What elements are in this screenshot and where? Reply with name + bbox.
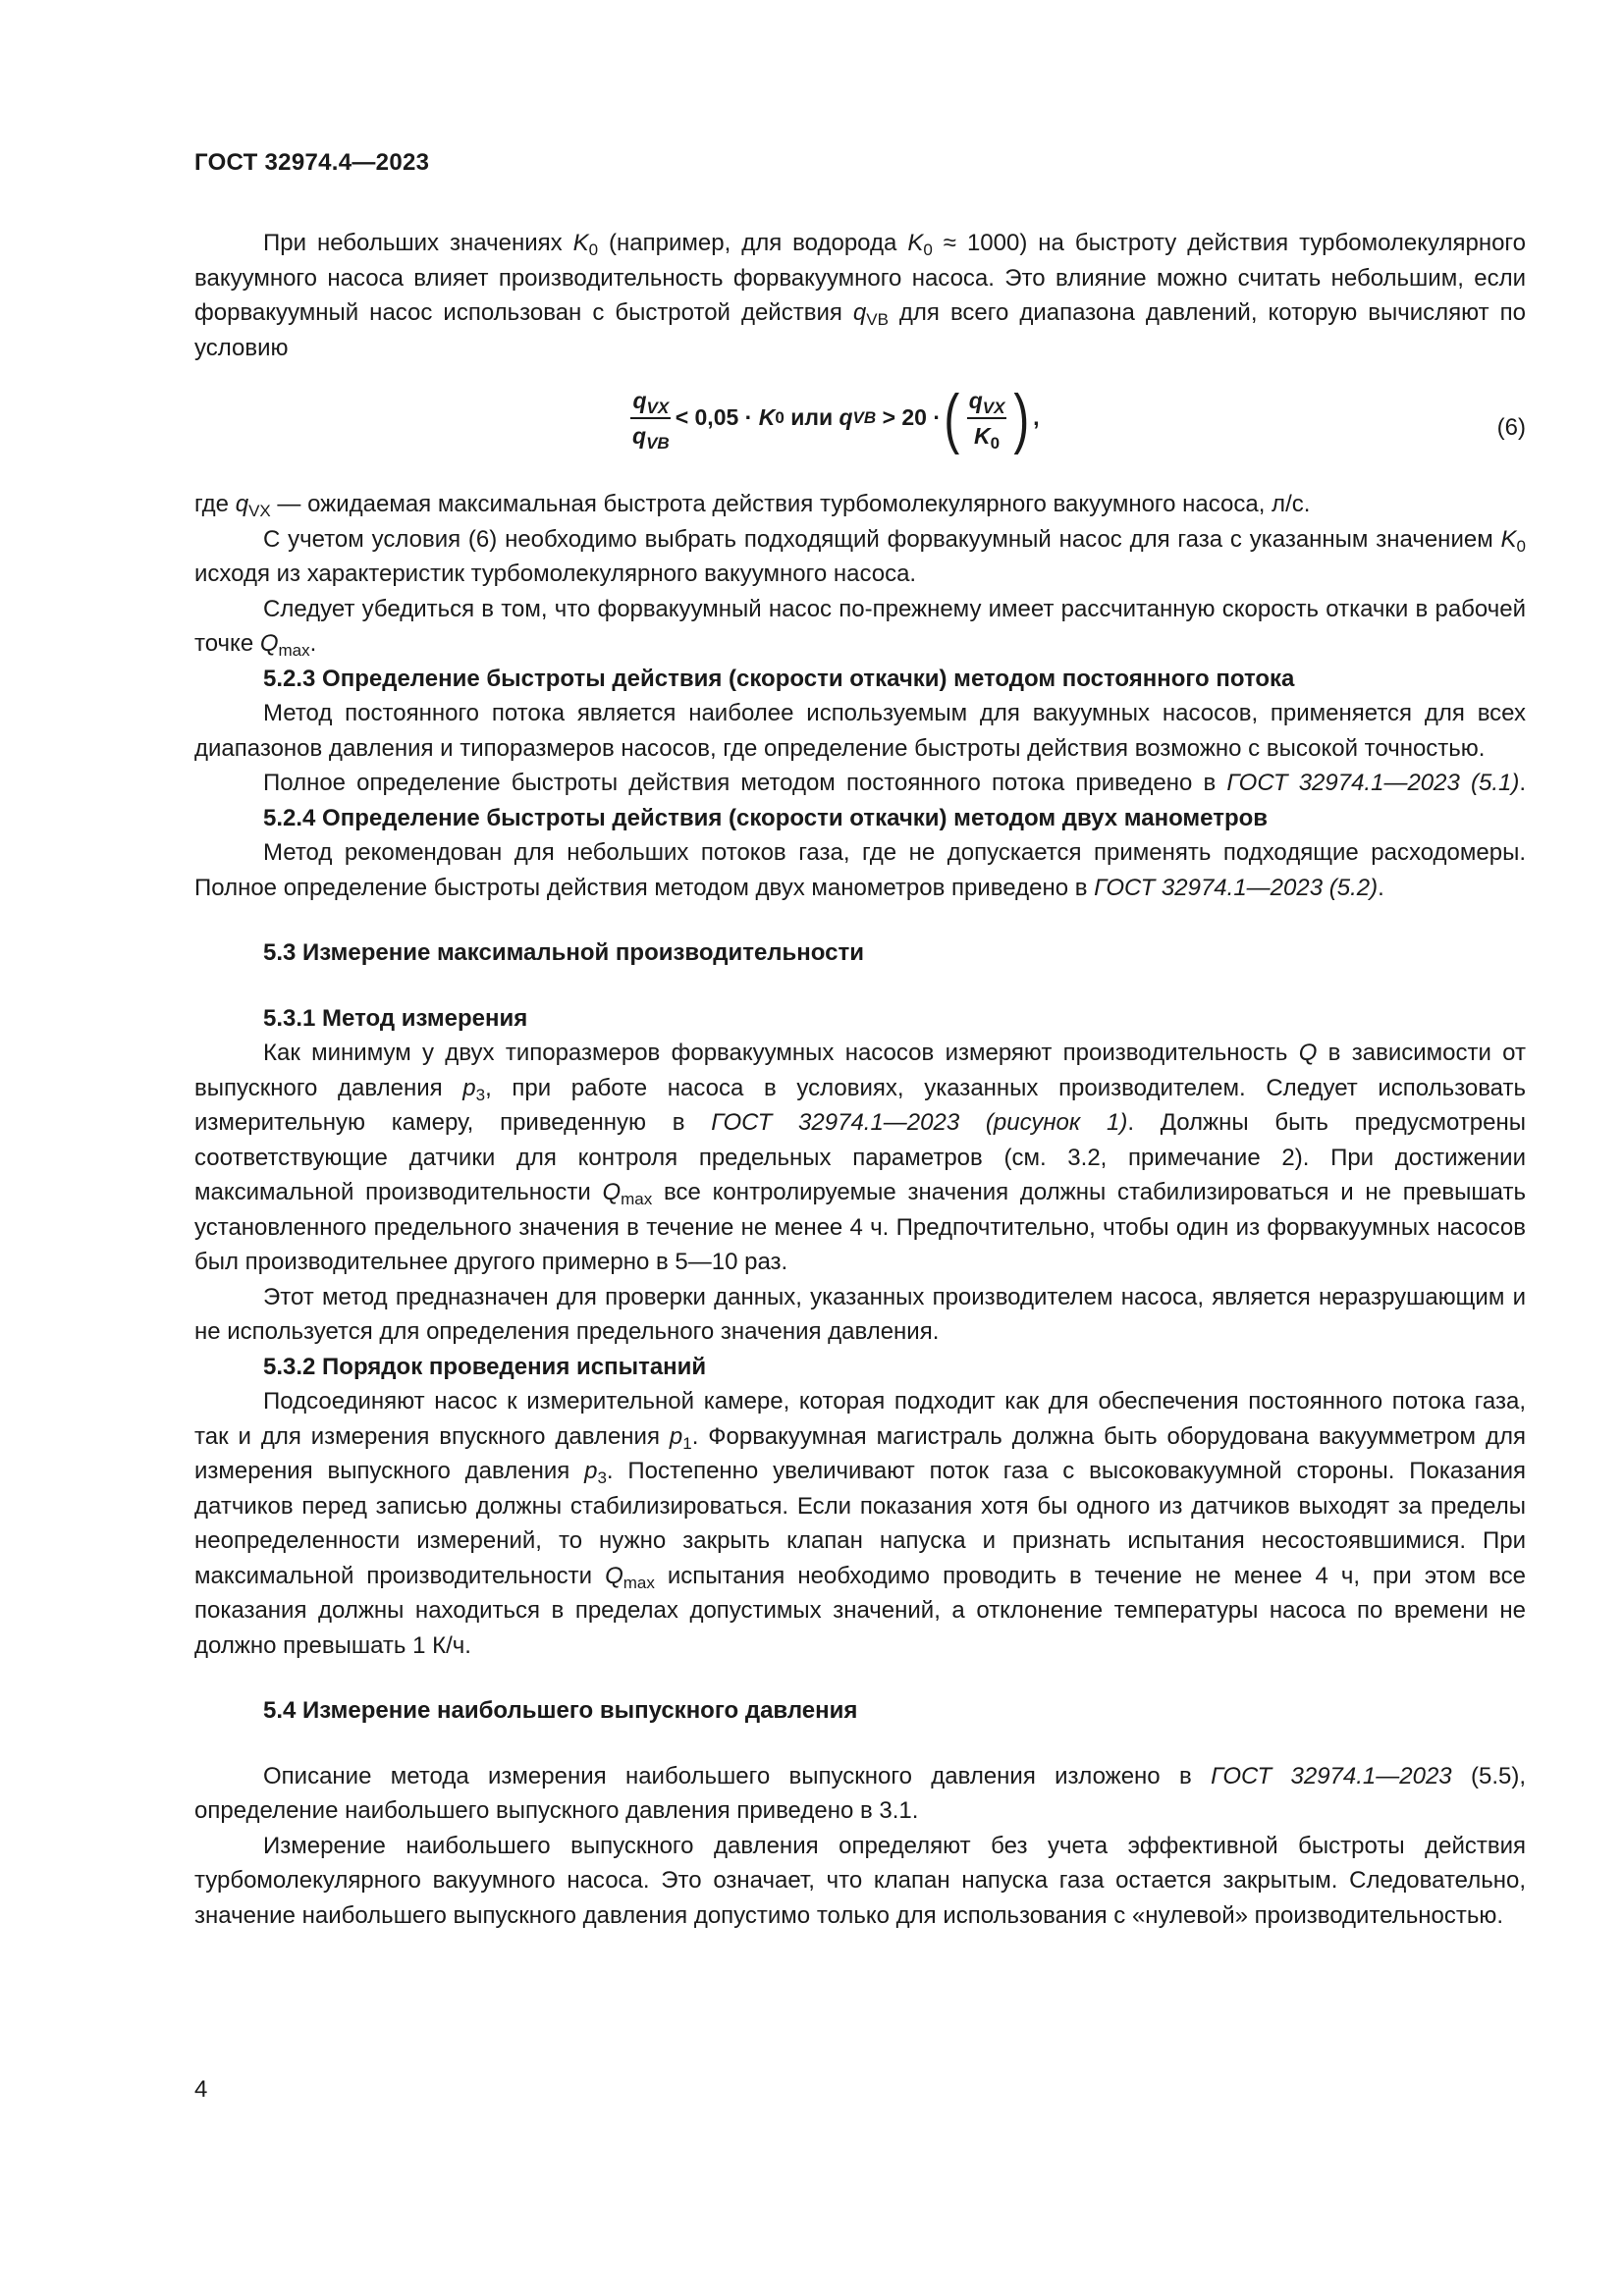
heading-5-4: 5.4 Измерение наибольшего выпускного давления (263, 1697, 858, 1724)
document-body (194, 226, 1526, 1933)
paragraph-5-3-1-b: Этот метод предназначен для проверки данных, указанных производителем насоса, является неразрушающим и не используется для определения предельного значения давления. (194, 1283, 1526, 1345)
heading-5-3: 5.3 Измерение максимальной производительности (263, 939, 864, 966)
formula-6 (194, 371, 1526, 487)
paragraph-5-3-2: Подсоединяют насос к измерительной камере, которая подходит как для обеспечения постоянного потока газа, так и для измерения впускного давления $p_1$. Форвакуумная магистраль должна быть оборудована вакуумметром для измерения выпускного давления $p_3$. Постепенно увеличивают поток газа с высоковакуумной стороны. Показания датчиков перед записью должны стабилизироваться. Если показания хотя бы одного из датчиков выходят за пределы неопределенности измерений, то нужно закрыть клапан напуска и признать испытания несостоявшимися. При максимальной производительности $Q_{max}$ испытания необходимо проводить в течение не менее 4 ч, при этом все показания должны находиться в пределах допустимых значений, а отклонение температуры насоса по времени не должно превышать 1 К/ч. (194, 1388, 1526, 1659)
paragraph-5-2-4: Метод рекомендован для небольших потоков газа, где не допускается применять подходящие расходомеры. Полное определение быстроты действия методом двух манометров приведено в ГОСТ 32974.1—2023 (5.2). (194, 839, 1526, 901)
paragraph-intro: При небольших значениях $K_0$ (например, для водорода $K_0 \approx 1000$) на быстроту действия турбомолекулярного вакуумного насоса влияет производительность форвакуумного насоса. Это влияние можно считать небольшим, если форвакуумный насос использован с быстротой действия $q_{VB}$ для всего диапазона давлений, которую вычисляют по условию (194, 230, 1527, 361)
fraction-qvx-qvb: $\frac{q_{VX}}{q_{VB}}$ (632, 388, 670, 453)
page-number: 4 (194, 2076, 208, 2103)
document-code-header: ГОСТ 32974.4—2023 (194, 149, 430, 176)
fraction-qvx-k0: $\frac{q_{VX}}{K_0}$ (968, 388, 1005, 453)
paragraph-5-2-3-b: Полное определение быстроты действия методом постоянного потока приведено в ГОСТ 32974.1—2023 (5.1). (263, 770, 1527, 796)
paragraph-5-3-1-a: Как минимум у двух типоразмеров форвакуумных насосов измеряют производительность Q в зависимости от выпускного давления $p_3$, при работе насоса в условиях, указанных производителем. Следует использовать измерительную камеру, приведенную в ГОСТ 32974.1—2023 (рисунок 1). Должны быть предусмотрены соответствующие датчики для контроля предельных параметров (см. 3.2, примечание 2). При достижении максимальной производительности $Q_{max}$ все контролируемые значения должны стабилизироваться и не превышать установленного предельного значения в течение не менее 4 ч. Предпочтительно, чтобы один из форвакуумных насосов был производительнее другого примерно в 5—10 раз. (194, 1040, 1527, 1275)
paragraph-5-4-a: Описание метода измерения наибольшего выпускного давления изложено в ГОСТ 32974.1—2023 (5.5), определение наибольшего выпускного давления приведено в 3.1. (194, 1762, 1526, 1824)
paragraph-5-2-3-a: Метод постоянного потока является наиболее используемым для вакуумных насосов, применяется для всех диапазонов давления и типоразмеров насосов, где определение быстроты действия возможно с высокой точностью. (194, 700, 1526, 762)
formula-number: (6) (1496, 414, 1526, 441)
heading-5-3-1: 5.3.1 Метод измерения (263, 1004, 528, 1032)
paragraph-ensure: Следует убедиться в том, что форвакуумный насос по-прежнему имеет рассчитанную скорость откачки в рабочей точке $Q_{max}$. (194, 595, 1526, 660)
paragraph-condition-6: С учетом условия (6) необходимо выбрать подходящий форвакуумный насос для газа с указанным значением $K_0$ исходя из характеристик турбомолекулярного вакуумного насоса. (194, 525, 1526, 587)
heading-5-2-4: 5.2.4 Определение быстроты действия (скорости откачки) методом двух манометров (263, 804, 1269, 831)
heading-5-3-2: 5.3.2 Порядок проведения испытаний (263, 1353, 707, 1380)
heading-5-2-3: 5.2.3 Определение быстроты действия (скорости откачки) методом постоянного потока (263, 665, 1295, 692)
paragraph-where: где $q_{VX}$ — ожидаемая максимальная быстрота действия турбомолекулярного вакуумного насоса, л/с. (194, 491, 1311, 520)
paragraph-5-4-b: Измерение наибольшего выпускного давления определяют без учета эффективной быстроты действия турбомолекулярного вакуумного насоса. Это означает, что клапан напуска газа остается закрытым. Следовательно, значение наибольшего выпускного давления допустимо только для использования с «нулевой» производительностью. (194, 1832, 1526, 1929)
formula-expression: $\frac{q_{VX}}{q_{VB}}$ < 0,05 · K 0 или q VB > 20 · ( $\frac{q_{VX}}{K_0}$ ) , (632, 381, 1040, 455)
